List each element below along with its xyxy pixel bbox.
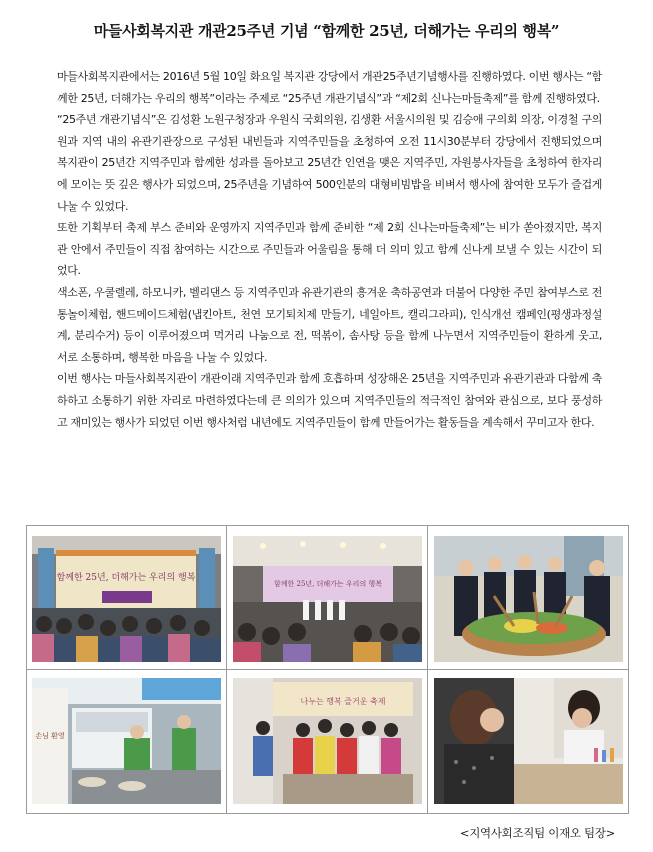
article-body — [57, 66, 602, 433]
author-signature: <지역사회조직팀 이재오 팀장> — [459, 826, 615, 840]
photo1-banner-text: 함께한 25년, 더해가는 우리의 행복 — [56, 573, 196, 583]
photo-ceremony-stage — [32, 536, 221, 662]
photo-giant-bibimbap — [434, 536, 623, 662]
paragraph-festival: 또한 기획부터 축제 부스 준비와 운영까지 지역주민과 함께 준비한 “제 2회 신나는마들축제”는 비가 쏟아졌지만, 복지관 안에서 주민들이 직접 참여하는 시간으로 주민들과 어울림을 통해 더 의미 있고 함께 신나게 보낼 수 있는 시간이 되었다. — [57, 221, 602, 278]
paragraph-ceremony: “25주년 개관기념식”은 김성환 노원구청장과 우원식 국회의원, 김생환 서울시의원 및 김승애 구의회 의장, 이경철 구의원과 지역 내의 유관기관장으로 구성된 내빈들과 지역주민들을 초청하여 오전 11시30분부터 강당에서 진행되었으며 복지관이 25년간 지역주민과 함께한 성과를 돌아보고 25년간 인연을 맺은 지역주민, 자원봉사자들을 초청하여 한자리에 모이는 뜻 깊은 행사가 되었으며, 25주년을 기념하여 500인분의 대형비빔밥을 비벼서 행사에 참여한 모두가 즐겁게 나눌 수 있었다. — [57, 113, 602, 213]
paragraph-programs: 색소폰, 우쿨렐레, 하모니카, 벨리댄스 등 지역주민과 유관기관의 흥겨운 축하공연과 더불어 다양한 주민 참여부스로 전통놀이체험, 핸드메이드체험(냅킨아트, 천연 모기퇴치제 만들기, 네일아트, 캘리그라피), 인식개선 캠페인(평생과정설계, 분리수거) 등이 이루어졌으며 먹거리 나눔으로 전, 떡볶이, 솜사탕 등을 함께 나누면서 지역주민들이 환하게 웃고, 서로 소통하며, 행복한 마음을 나눌 수 있었다. — [57, 285, 602, 364]
photo-nail-art-booth — [434, 678, 623, 804]
document-title: 마들사회복지관 개관25주년 기념 “함께한 25년, 더해가는 우리의 행복” — [93, 22, 560, 40]
photo-grid — [26, 525, 629, 814]
photo-hall-overview — [233, 536, 422, 662]
paragraph-intro: 마들사회복지관에서는 2016년 5월 10일 화요일 복지관 강당에서 개관25주년기념행사를 진행하였다. 이번 행사는 “함께한 25년, 더해가는 우리의 행복”이라는 주제로 “25주년 개관기념식”과 “제2회 신나는마들축제”를 함께 진행하였다. — [57, 70, 602, 105]
photo-food-booth — [32, 678, 221, 804]
photo5-banner-text: 나누는 행복 즐거운 축제 — [300, 697, 386, 706]
photo4-sign-text: 손님 환영 — [35, 732, 65, 740]
paragraph-conclusion: 이번 행사는 마들사회복지관이 개관이래 지역주민과 함께 호흡하며 성장해온 25년을 지역주민과 유관기관과 다함께 축하하고 소통하기 위한 자리로 마련하였다는데 큰 의의가 있으며 지역주민들의 적극적인 참여와 관심으로, 보다 풍성하고 재미있는 행사가 되었던 이번 행사처럼 내년에도 지역주민들이 함께 만들어가는 활동들을 계속해서 꾸미고자 한다. — [57, 372, 602, 429]
photo-volunteers-group — [233, 678, 422, 804]
photo2-banner-text: 함께한 25년, 더해가는 우리의 행복 — [274, 580, 382, 588]
